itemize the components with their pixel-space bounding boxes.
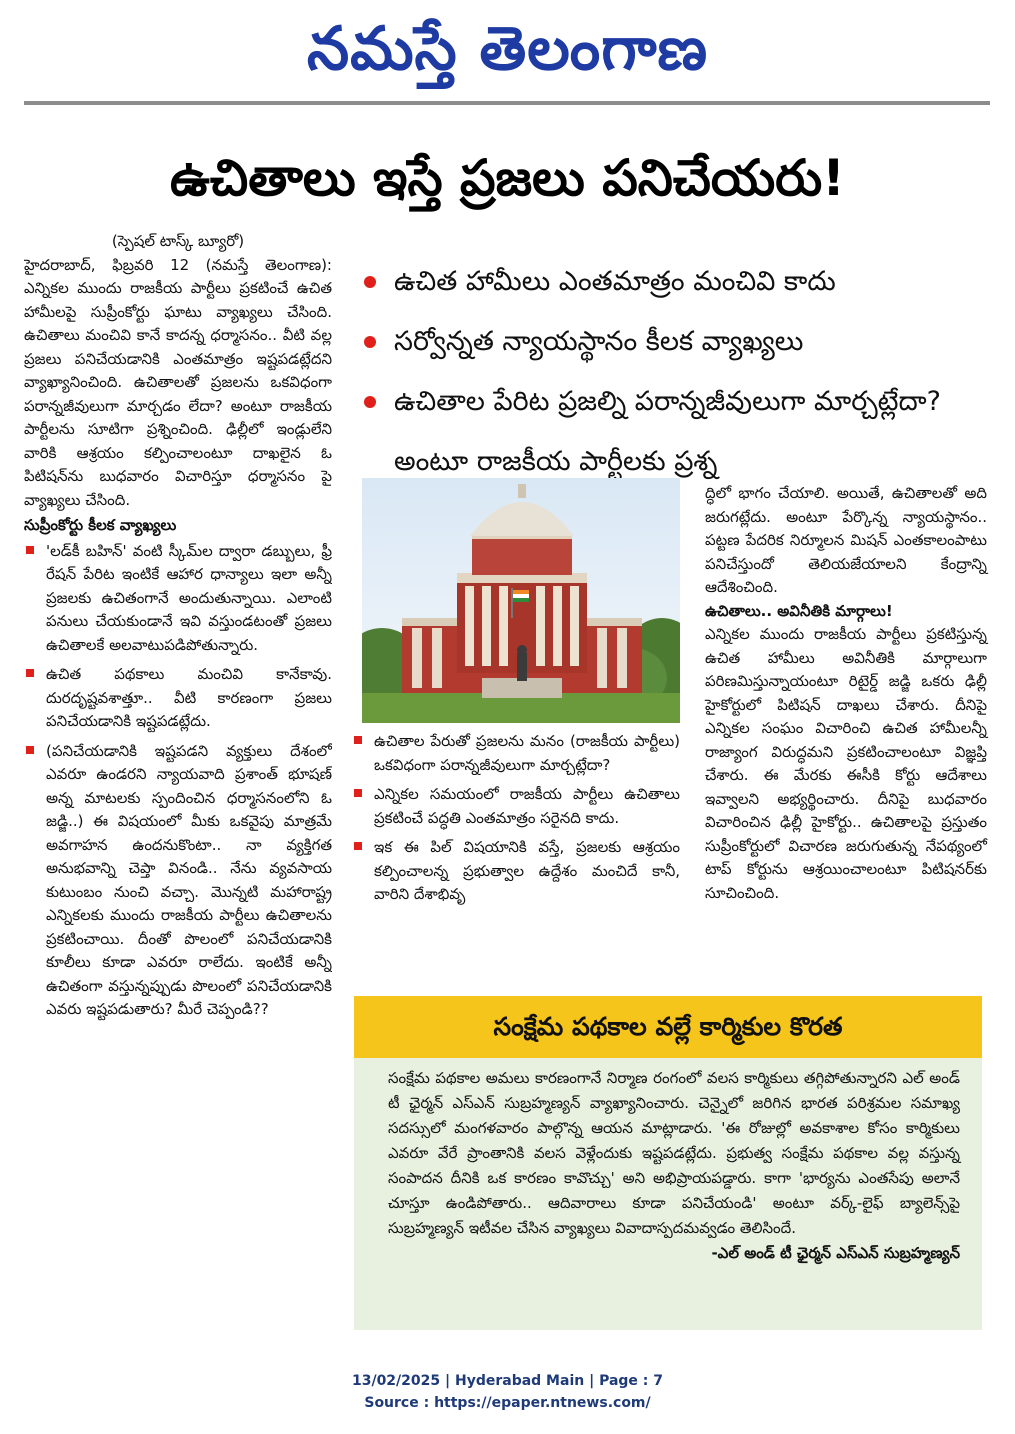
middle-bullet	[352, 730, 680, 777]
left-bullet	[24, 740, 332, 1022]
sidebar-box	[354, 996, 982, 1330]
left-column	[24, 230, 332, 1350]
middle-bullet-text: ఎన్నికల సమయంలో రాజకీయ పార్టీలు ఉచితాలు ప్రకటించే పద్ధతి ఎంతమాత్రం సరైనది కాదు.	[374, 785, 680, 827]
square-bullet-icon	[26, 546, 34, 554]
box-signature: -ఎల్ అండ్ టీ ఛైర్మన్ ఎస్ఎన్ సుబ్రహ్మణ్యన్	[711, 1244, 960, 1262]
middle-bullet	[352, 783, 680, 830]
supreme-court-photo	[362, 478, 680, 723]
right-paragraph-2: ఎన్నికల ముందు రాజకీయ పార్టీలు ప్రకటిస్తున్న ఉచిత హామీలు అవినీతికి మార్గాలుగా పరిణమిస్తున్నాయంటూ రిటైర్డ్ జడ్జి ఒకరు ఢిల్లీ హైకోర్టులో పిటిషన్ దాఖలు చేశారు. దీనిపై ఎన్నికల సంఘం విచారించి ఉచిత హామీలన్నీ రాజ్యాంగ విరుద్ధమని ప్రకటించాలంటూ విజ్ఞప్తి చేశారు. ఈ మేరకు ఈసీకి కోర్టు ఆదేశాలు ఇవ్వాలని అభ్యర్థించారు. దీనిపై బుధవారం విచారించిన ఢిల్లీ హైకోర్టు.. ఉచితాలపై ప్రస్తుతం సుప్రీంకోర్టులో విచారణ జరుగుతున్న నేపథ్యంలో టాప్ కోర్టును ఆశ్రయించాలంటూ పిటిషనర్‌కు సూచించింది.	[705, 625, 987, 902]
square-bullet-icon	[354, 736, 362, 744]
highlight-item	[360, 252, 990, 312]
highlight-list	[360, 252, 990, 492]
highlight-text: ఉచితాల పేరిట ప్రజల్ని పరాన్నజీవులుగా మార్చట్లేదా? అంటూ రాజకీయ పార్టీలకు ప్రశ్న	[394, 386, 941, 477]
box-paragraph: సంక్షేమ పథకాల అమలు కారణంగానే నిర్మాణ రంగంలో వలస కార్మికులు తగ్గిపోతున్నారని ఎల్ అండ్ టీ ఛైర్మన్ ఎస్ఎన్ సుబ్రహ్మణ్యన్ వ్యాఖ్యానించారు. చెన్నైలో జరిగిన భారత పరిశ్రమల సమాఖ్య సదస్సులో మంగళవారం పాల్గొన్న ఆయన మాట్లాడారు. 'ఈ రోజుల్లో అవకాశాల కోసం కార్మికులు ఎవరూ వేరే ప్రాంతానికి వలస వెళ్లేందుకు ఇష్టపడట్లేదు. ప్రభుత్వ సంక్షేమ పథకాల వల్ల వస్తున్న సంపాదన దీనికి ఒక కారణం కావొచ్చు' అని అభిప్రాయపడ్డారు. కాగా 'భార్యను ఎంతసేపు అలానే చూస్తూ ఉండిపోతారు.. ఆదివారాలు కూడా పనిచేయండి' అంటూ వర్క్-లైఫ్ బ్యాలెన్స్‌పై సుబ్రహ్మణ్యన్ ఇటీవల చేసిన వ్యాఖ్యలు వివాదాస్పదమవ్వడం తెలిసిందే.	[388, 1069, 960, 1237]
middle-bullet	[352, 836, 680, 907]
highlight-item	[360, 372, 990, 492]
right-column	[705, 482, 987, 905]
left-bullet	[24, 540, 332, 658]
middle-column	[352, 730, 680, 913]
round-bullet-icon	[364, 276, 376, 288]
round-bullet-icon	[364, 396, 376, 408]
square-bullet-icon	[26, 746, 34, 754]
round-bullet-icon	[364, 336, 376, 348]
footer-date-edition: 13/02/2025 | Hyderabad Main | Page : 7	[351, 1373, 664, 1389]
square-bullet-icon	[26, 669, 34, 677]
box-body	[354, 1058, 982, 1266]
left-bullet	[24, 663, 332, 734]
headline: ఉచితాలు ఇస్తే ప్రజలు పనిచేయరు!	[170, 149, 845, 207]
supreme-court-building-icon	[362, 478, 680, 723]
intro-paragraph: హైదరాబాద్, ఫిబ్రవరి 12 (నమస్తే తెలంగాణ): ఎన్నికల ముందు రాజకీయ పార్టీలు ప్రకటించే ఉచిత హామీలపై సుప్రీంకోర్టు ఘాటు వ్యాఖ్యలు చేసింది. ఉచితాలు మంచివి కానే కాదన్న ధర్మాసనం.. వీటి వల్ల ప్రజలు పనిచేయడానికి ఎంతమాత్రం ఇష్టపడట్లేదని వ్యాఖ్యానించింది. ఉచితాలతో ప్రజలను ఒకవిధంగా పరాన్నజీవులుగా మార్చడం లేదా? అంటూ రాజకీయ పార్టీలను సూటిగా ప్రశ్నించింది. ఢిల్లీలో ఇండ్లులేని వారికి ఆశ్రయం కల్పించాలంటూ దాఖలైన ఓ పిటిషన్‌ను బుధవారం విచారిస్తూ ధర్మాసనం పై వ్యాఖ్యలు చేసింది.	[24, 255, 332, 509]
footer-source: Source : https://epaper.ntnews.com/	[364, 1395, 651, 1411]
masthead-divider	[24, 101, 990, 105]
footer	[0, 1370, 1015, 1414]
left-bullet-text: 'లడ్‌కీ బహిన్' వంటి స్కీమ్‌ల ద్వారా డబ్బులు, ఫ్రీ రేషన్ పేరిట ఇంటికే ఆహార ధాన్యాలు ఇలా అన్నీ ప్రజలకు ఉచితంగానే అందుతున్నాయి. ఎలాంటి పనులు చేయకుండానే ఇవి వస్తుండటంతో ప్రజలు ఉచితాలకే అలవాటుపడిపోతున్నారు.	[46, 541, 332, 654]
left-bullet-text: ఉచిత పథకాలు మంచివి కానేకావు. దురదృష్టవశాత్తూ.. వీటి కారణంగా ప్రజలు పనిచేయడానికి ఇష్టపడట్లేదు.	[46, 665, 332, 730]
left-subhead: సుప్రీంకోర్టు కీలక వ్యాఖ్యలు	[24, 516, 177, 534]
highlight-item	[360, 312, 990, 372]
box-title: సంక్షేమ పథకాల వల్లే కార్మికుల కొరత	[354, 996, 982, 1058]
right-paragraph-1: ద్ధిలో భాగం చేయాలి. అయితే, ఉచితాలతో అది జరుగట్లేదు. అంటూ పేర్కొన్న న్యాయస్థానం.. పట్టణ పేదరిక నిర్మూలన మిషన్ ఎంతకాలంపాటు పనిచేస్తుందో తెలియజేయాలని కేంద్రాన్ని ఆదేశించింది.	[705, 484, 987, 596]
left-bullet-text: (పనిచేయడానికి ఇష్టపడని వ్యక్తులు దేశంలో ఎవరూ ఉండరని న్యాయవాది ప్రశాంత్ భూషణ్ అన్న మాటలకు స్పందించిన ధర్మాసనంలోని ఓ జడ్జి..) ఈ విషయంలో మీకు ఒకవైపు మాత్రమే అవగాహన ఉందనుకొంటా.. నా వ్యక్తిగత అనుభవాన్ని చెప్తా వినండి.. నేను వ్యవసాయ కుటుంబం నుంచి వచ్చా. మొన్నటి మహారాష్ట్ర ఎన్నికలకు ముందు రాజకీయ పార్టీలు ఉచితాలను ప్రకటించాయి. దీంతో పొలంలో పనిచేయడానికి కూలీలు కూడా ఎవరూ రాలేదు. ఇంటికే అన్నీ ఉచితంగా వస్తున్నప్పుడు పొలంలో పనిచేయడానికి ఎవరు ఇష్టపడుతారు? మీరే చెప్పండి??	[46, 741, 332, 1018]
highlight-text: సర్వోన్నత న్యాయస్థానం కీలక వ్యాఖ్యలు	[394, 326, 804, 357]
right-subhead: ఉచితాలు.. అవినీతికి మార్గాలు!	[705, 601, 893, 620]
masthead-logo: నమస్తే తెలంగాణ	[306, 14, 709, 84]
byline: (స్పెషల్ టాస్క్ బ్యూరో)	[111, 232, 245, 250]
highlight-text: ఉచిత హామీలు ఎంతమాత్రం మంచివి కాదు	[394, 266, 836, 297]
square-bullet-icon	[354, 842, 362, 850]
square-bullet-icon	[354, 789, 362, 797]
middle-bullet-text: ఇక ఈ పిల్ విషయానికి వస్తే, ప్రజలకు ఆశ్రయం కల్పించాలన్న ప్రభుత్వాల ఉద్దేశం మంచిదే కానీ, వారిని దేశాభివృ	[374, 838, 680, 903]
middle-bullet-text: ఉచితాల పేరుతో ప్రజలను మనం (రాజకీయ పార్టీలు) ఒకవిధంగా పరాన్నజీవులుగా మార్చట్లేదా?	[374, 732, 680, 774]
